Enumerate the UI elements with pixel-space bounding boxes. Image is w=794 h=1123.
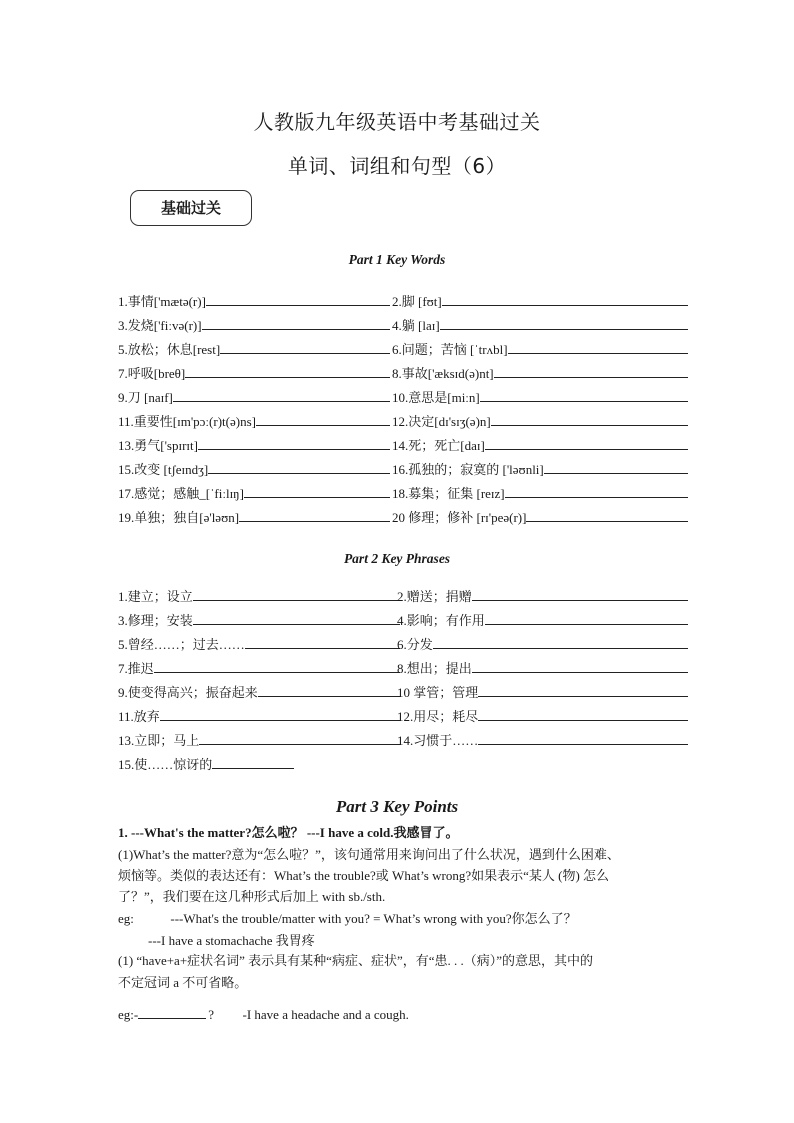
part2-item xyxy=(118,659,400,677)
part2-item xyxy=(397,635,688,653)
example2-answer: -I have a headache and a cough. xyxy=(242,1007,409,1022)
part2-item xyxy=(118,683,400,701)
answer-blank[interactable] xyxy=(478,731,688,745)
part2-item xyxy=(118,755,294,773)
part1-item xyxy=(392,340,688,358)
example2-qmark: ? xyxy=(208,1007,214,1022)
part2-item xyxy=(118,635,400,653)
part1-item-label: 16.孤独的；寂寞的 ['ləʊnli] xyxy=(392,462,544,477)
answer-blank[interactable] xyxy=(199,731,400,745)
part2-item xyxy=(397,707,688,725)
part1-item xyxy=(392,412,688,430)
example1-label: eg: xyxy=(118,911,134,926)
part3-heading: Part 3 Key Points xyxy=(335,797,459,816)
answer-blank[interactable] xyxy=(239,508,390,522)
part1-item xyxy=(392,316,688,334)
part1-item xyxy=(392,436,688,454)
para1-line1: (1)What’s the matter?意为“怎么啦？”，该句通常用来询问出了什么状况，遇到什么困难、 xyxy=(118,847,620,862)
part1-item xyxy=(392,364,688,382)
answer-blank[interactable] xyxy=(208,460,390,474)
part2-item xyxy=(118,587,400,605)
answer-blank[interactable] xyxy=(258,683,400,697)
part2-item-label: 11.放弃 xyxy=(118,709,160,724)
part2-item xyxy=(397,683,688,701)
part1-item-label: 11.重要性[ɪm'pɔː(r)t(ə)ns] xyxy=(118,414,256,429)
answer-blank[interactable] xyxy=(202,316,390,330)
part1-item xyxy=(392,388,688,406)
part2-item-label: 9.使变得高兴；振奋起来 xyxy=(118,685,258,700)
part1-item-label: 18.募集；征集 [reɪz] xyxy=(392,486,505,501)
answer-blank[interactable] xyxy=(193,587,400,601)
part2-item-label: 15.使……惊讶的 xyxy=(118,757,213,772)
part2-item-label: 14.习惯于…… xyxy=(397,733,479,748)
answer-blank[interactable] xyxy=(256,412,390,426)
answer-blank[interactable] xyxy=(494,364,688,378)
part1-item-label: 9.刀 [naɪf] xyxy=(118,390,173,405)
example1 xyxy=(118,908,688,929)
part1-item xyxy=(392,508,688,526)
answer-blank[interactable] xyxy=(480,388,688,402)
part2-item-label: 1.建立；设立 xyxy=(118,589,193,604)
part2-heading: Part 2 Key Phrases xyxy=(343,551,451,566)
part1-item xyxy=(118,508,390,526)
part1-item xyxy=(392,484,688,502)
answer-blank[interactable] xyxy=(154,659,400,673)
part2-item-label: 5.曾经……；过去…… xyxy=(118,637,245,652)
part1-item-label: 6.问题；苦恼 [ˈtrʌbl] xyxy=(392,342,508,357)
answer-blank[interactable] xyxy=(198,436,390,450)
part1-item xyxy=(392,460,688,478)
answer-blank[interactable] xyxy=(433,635,688,649)
part1-item-label: 3.发烧['fiːvə(r)] xyxy=(118,318,202,333)
answer-blank[interactable] xyxy=(472,659,688,673)
para2-line2: 不定冠词 a 不可省略。 xyxy=(118,975,248,990)
part2-item xyxy=(118,707,400,725)
part1-item xyxy=(118,484,390,502)
part1-item-label: 10.意思是[miːn] xyxy=(392,390,480,405)
part2-item-label: 13.立即；马上 xyxy=(118,733,200,748)
part1-item-label: 12.决定[dɪ'sɪʒ(ə)n] xyxy=(392,414,491,429)
part2-item-label: 8.想出；提出 xyxy=(397,661,472,676)
part2-item xyxy=(397,611,688,629)
part2-item xyxy=(118,611,400,629)
part1-item-label: 7.呼吸[breθ] xyxy=(118,366,186,381)
para2-line1: (1) “have+a+症状名词” 表示具有某种“病症、症状”，有“患. . .（病）”的意思，其中的 xyxy=(118,953,594,968)
answer-blank[interactable] xyxy=(472,587,688,601)
answer-blank[interactable] xyxy=(173,388,390,402)
part1-item-label: 19.单独；独自[ə'ləʊn] xyxy=(118,510,240,525)
part1-item-label: 8.事故['æksɪd(ə)nt] xyxy=(392,366,494,381)
part1-item xyxy=(392,292,688,310)
part1-item-label: 5.放松；休息[rest] xyxy=(118,342,221,357)
part2-item-label: 10 掌管；管理 xyxy=(397,685,479,700)
part1-item xyxy=(118,316,390,334)
answer-blank[interactable] xyxy=(508,340,688,354)
example1-text: ---What's the trouble/matter with you? = What’s wrong with you?你怎么了？ xyxy=(170,911,577,926)
answer-blank[interactable] xyxy=(485,611,688,625)
part2-item-label: 7.推迟 xyxy=(118,661,154,676)
part2-item-label: 4.影响；有作用 xyxy=(397,613,485,628)
answer-blank[interactable] xyxy=(526,508,688,522)
point1-title: 1. ---What's the matter?怎么啦？ ---I have a cold.我感冒了。 xyxy=(118,825,459,840)
answer-blank[interactable] xyxy=(160,707,400,721)
part2-item-label: 2.赠送；捐赠 xyxy=(397,589,472,604)
answer-blank[interactable] xyxy=(478,683,688,697)
part1-item-label: 14.死；死亡[daɪ] xyxy=(392,438,485,453)
answer-blank[interactable] xyxy=(544,460,688,474)
answer-blank[interactable] xyxy=(440,316,688,330)
answer-blank[interactable] xyxy=(505,484,688,498)
part1-item-label: 17.感觉；感触_[ˈfiːlɪŋ] xyxy=(118,486,244,501)
answer-blank[interactable] xyxy=(245,635,400,649)
part1-item xyxy=(118,292,390,310)
part1-item-label: 20 修理；修补 [rɪ'peə(r)] xyxy=(392,510,527,525)
para1-line2: 烦恼等。类似的表达还有：What’s the trouble?或 What’s wrong?如果表示“某人 (物) 怎么 xyxy=(118,868,610,883)
part1-item xyxy=(118,460,390,478)
page-title: 人教版九年级英语中考基础过关 xyxy=(253,110,541,134)
example2-blank[interactable] xyxy=(138,1006,206,1019)
section-badge: 基础过关 xyxy=(130,190,252,226)
answer-blank[interactable] xyxy=(442,292,688,306)
para1-line3: 了？”，我们要在这几种形式后加上 with sb./sth. xyxy=(118,889,386,904)
answer-blank[interactable] xyxy=(485,436,688,450)
part1-item-label: 15.改变 [tʃeɪndʒ] xyxy=(118,462,209,477)
answer-blank[interactable] xyxy=(212,755,294,769)
part2-item-label: 6.分发 xyxy=(397,637,433,652)
answer-blank[interactable] xyxy=(244,484,390,498)
answer-blank[interactable] xyxy=(491,412,688,426)
part2-item-label: 12.用尽；耗尽 xyxy=(397,709,479,724)
part1-item-label: 13.勇气['spɪrɪt] xyxy=(118,438,198,453)
example2 xyxy=(118,1004,688,1025)
part1-heading: Part 1 Key Words xyxy=(348,252,446,267)
answer-blank[interactable] xyxy=(193,611,400,625)
part1-item xyxy=(118,340,390,358)
example2-prefix: eg:- xyxy=(118,1007,139,1022)
part2-item xyxy=(397,587,688,605)
answer-blank[interactable] xyxy=(185,364,390,378)
part1-item xyxy=(118,412,390,430)
part2-item xyxy=(397,731,688,749)
part1-item-label: 4.躺 [laɪ] xyxy=(392,318,440,333)
page-subtitle: 单词、词组和句型（6） xyxy=(287,154,507,178)
part1-item xyxy=(118,364,390,382)
answer-blank[interactable] xyxy=(220,340,390,354)
part1-item xyxy=(118,436,390,454)
answer-blank[interactable] xyxy=(206,292,390,306)
part1-item xyxy=(118,388,390,406)
answer-blank[interactable] xyxy=(478,707,688,721)
part2-item-label: 3.修理；安装 xyxy=(118,613,193,628)
part1-item-label: 1.事情['mætə(r)] xyxy=(118,294,206,309)
part2-item xyxy=(397,659,688,677)
part1-item-label: 2.脚 [fʊt] xyxy=(392,294,442,309)
part2-item xyxy=(118,731,400,749)
example1-reply: ---I have a stomachache 我胃疼 xyxy=(148,933,315,948)
